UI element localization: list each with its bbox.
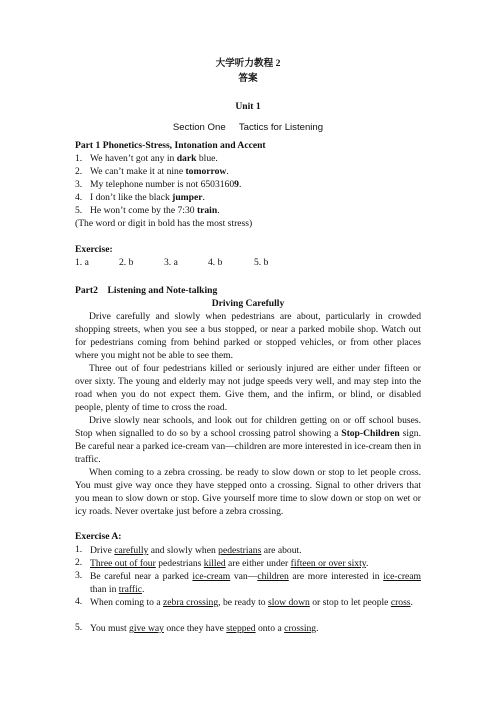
answer-blank: crossing bbox=[284, 623, 317, 634]
answer-blank: traffic bbox=[118, 584, 143, 595]
section-heading: Section One Tactics for Listening bbox=[172, 122, 324, 133]
answer-blank: children bbox=[257, 571, 289, 582]
exercise-a-item: When coming to a zebra crossing, be ready to slow down or stop to let people cross. bbox=[90, 597, 413, 608]
page-subtitle: 答案 bbox=[238, 73, 258, 84]
page-title: 大学听力教程 2 bbox=[215, 58, 281, 69]
exercise-answer: 2. b bbox=[119, 257, 134, 268]
part1-item-number: 4. bbox=[75, 192, 83, 203]
exercise-heading: Exercise: bbox=[75, 244, 113, 255]
stressed-word: 9 bbox=[234, 179, 239, 190]
exercise-answer: 5. b bbox=[254, 257, 269, 268]
answer-blank: Three out of four bbox=[90, 558, 156, 569]
stop-children-sign-text: Stop-Children bbox=[341, 427, 400, 439]
answer-blank: carefully bbox=[114, 545, 149, 556]
exercise-a-number: 5. bbox=[75, 622, 83, 633]
part1-item-number: 5. bbox=[75, 205, 83, 216]
exercise-a-item: Three out of four pedestrians killed are either under fifteen or over sixty. bbox=[90, 558, 369, 569]
exercise-a-number: 3. bbox=[75, 570, 83, 581]
stress-note: (The word or digit in bold has the most stress) bbox=[75, 218, 253, 229]
stressed-word: train bbox=[196, 205, 218, 216]
answer-blank: slow down bbox=[267, 597, 310, 608]
part1-item-number: 2. bbox=[75, 166, 83, 177]
exercise-a-item: You must give way once they have stepped onto a crossing. bbox=[90, 623, 319, 634]
part1-item: My telephone number is not 65031609. bbox=[90, 179, 242, 190]
passage-paragraph-4: When coming to a zebra crossing. be ready to slow down or stop to let people cross. You must give way once they have stepped onto a crossing. Signal to other drivers that you mean to slow down or stop. Give yourself more time to slow down or stop on wet or icy roads. Never overtake just before a zebra crossing. bbox=[75, 467, 421, 517]
exercise-answer: 1. a bbox=[75, 257, 89, 268]
stressed-word: tomorrow bbox=[185, 166, 227, 177]
unit-heading: Unit 1 bbox=[235, 101, 261, 112]
exercise-a-number: 4. bbox=[75, 596, 83, 607]
exercise-a-item: Be careful near a parked ice-cream van—children are more interested in ice-cream than in traffic. bbox=[90, 571, 421, 595]
part1-item: We can’t make it at nine tomorrow. bbox=[90, 166, 229, 177]
part1-item: He won’t come by the 7:30 train. bbox=[90, 205, 220, 216]
part1-item-number: 1. bbox=[75, 153, 83, 164]
exercise-a-heading: Exercise A: bbox=[75, 531, 122, 542]
passage-paragraph-1: Drive carefully and slowly when pedestrians are about, particularly in crowded shopping streets, when you see a bus stopped, or near a parked mobile shop. Watch out for pedestrians coming from behind parked or stopped vehicles, or from other places where you might not be able to see them. bbox=[75, 311, 421, 361]
answer-blank: ice-cream bbox=[383, 571, 421, 582]
answer-blank: fifteen or over sixty bbox=[290, 558, 366, 569]
answer-blank: pedestrians bbox=[218, 545, 262, 556]
answer-blank: zebra crossing bbox=[163, 597, 219, 608]
answer-blank: killed bbox=[203, 558, 226, 569]
stressed-word: dark bbox=[176, 153, 197, 164]
passage-title: Driving Carefully bbox=[211, 298, 285, 309]
part1-heading: Part 1 Phonetics-Stress, Intonation and Accent bbox=[75, 140, 266, 151]
exercise-a-item: Drive carefully and slowly when pedestrians are about. bbox=[90, 545, 302, 556]
answer-blank: cross bbox=[390, 597, 411, 608]
exercise-a-number: 2. bbox=[75, 557, 83, 568]
answer-blank: ice-cream bbox=[192, 571, 231, 582]
exercise-a-number: 1. bbox=[75, 544, 83, 555]
part1-item: We haven’t got any in dark blue. bbox=[90, 153, 218, 164]
part2-heading: Part2 Listening and Note-talking bbox=[75, 285, 218, 296]
passage-paragraph-2: Three out of four pedestrians killed or seriously injured are either under fifteen or over sixty. The young and elderly may not judge speeds very well, and may step into the road when you do not expect them. Give them, and the infirm, or blind, or disabled people, plenty of time to cross the road. bbox=[75, 363, 421, 413]
answer-blank: stepped bbox=[226, 623, 256, 634]
passage-paragraph-3: Drive slowly near schools, and look out for children getting on or off school buses. Stop when signalled to do so by a school crossing patrol showing a Stop-Children sign. Be careful near a parked ice-cream van—children are more interested in ice-cream then in traffic. bbox=[75, 415, 421, 465]
exercise-answer: 4. b bbox=[208, 257, 223, 268]
answer-blank: give way bbox=[129, 623, 164, 634]
part1-item-number: 3. bbox=[75, 179, 83, 190]
exercise-answer: 3. a bbox=[164, 257, 178, 268]
stressed-word: jumper bbox=[172, 192, 203, 203]
part1-item: I don’t like the black jumper. bbox=[90, 192, 205, 203]
